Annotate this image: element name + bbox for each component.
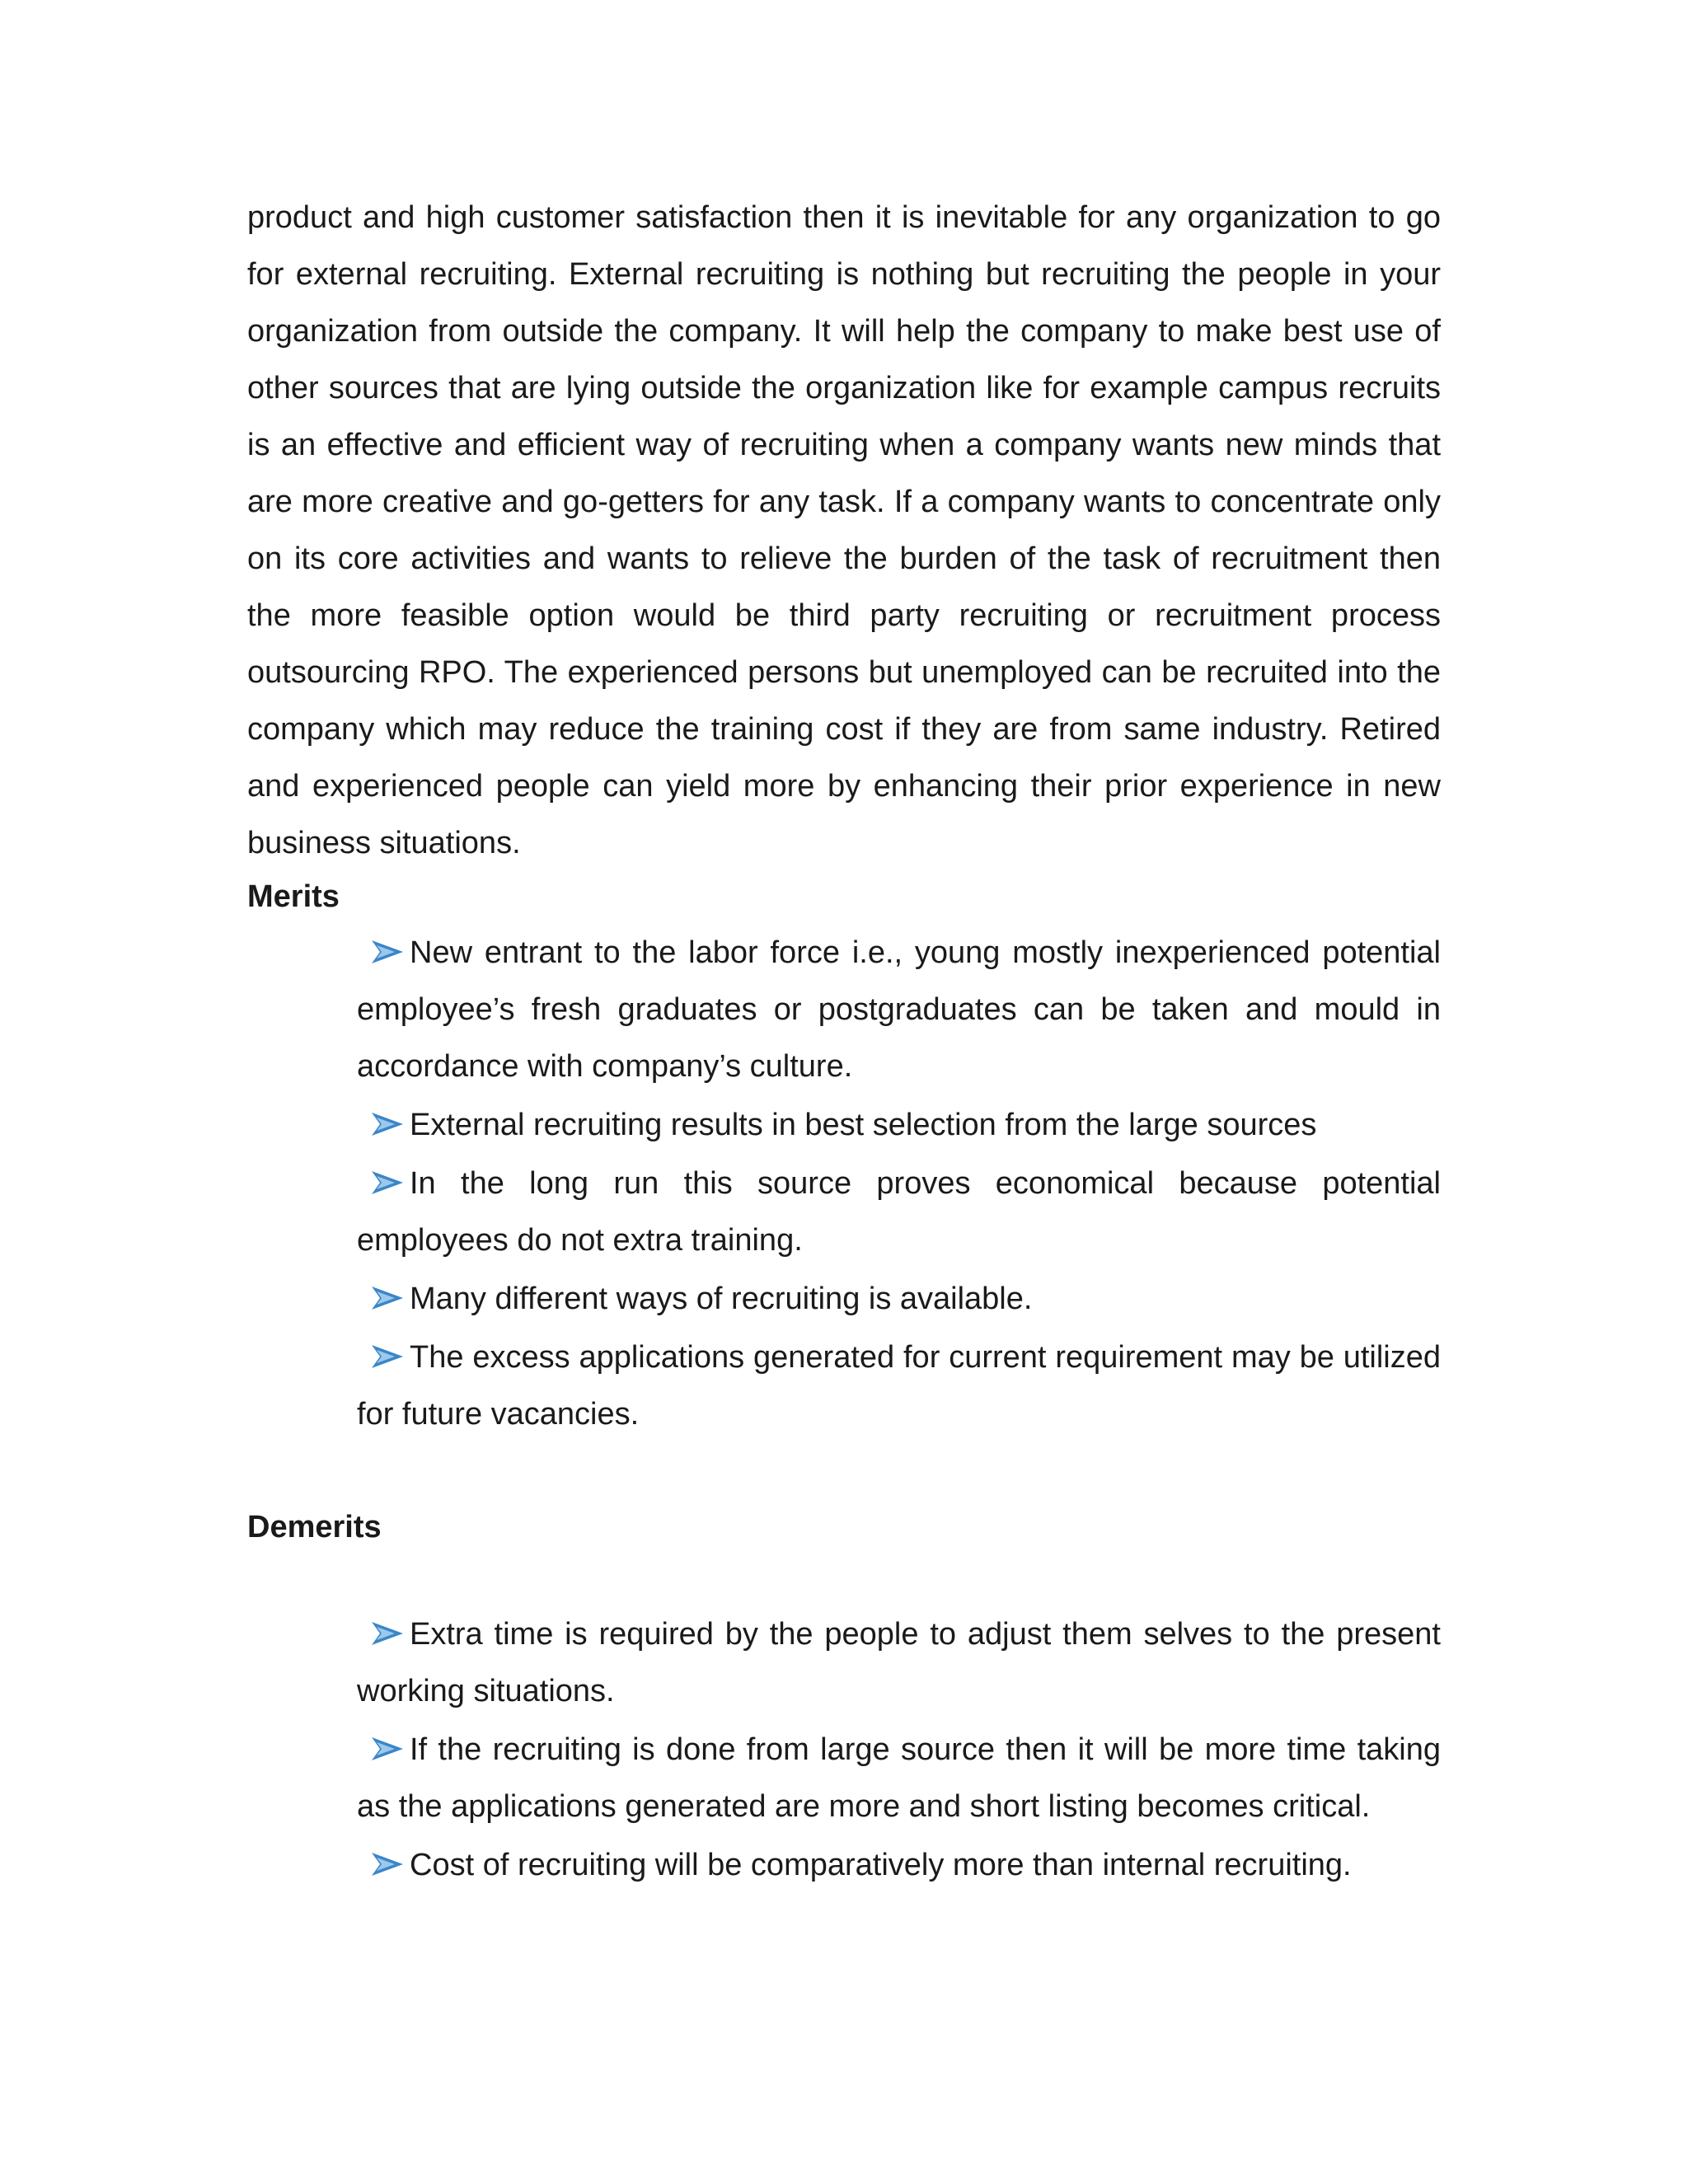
merit-text: New entrant to the labor force i.e., young mostly inexperienced potential employee’s fresh graduates or postgraduates can be taken and mould in accordance with company’s culture. (357, 935, 1441, 1084)
list-item (357, 1155, 1441, 1269)
merit-text: Many different ways of recruiting is available. (410, 1282, 1033, 1316)
arrow-bullet-icon (370, 1169, 405, 1197)
demerits-heading: Demerits (247, 1510, 382, 1544)
demerit-text: Cost of recruiting will be comparatively more than internal recruiting. (410, 1848, 1352, 1882)
arrow-bullet-icon (370, 1284, 405, 1312)
arrow-bullet-icon (370, 1735, 405, 1763)
arrow-bullet-icon (370, 1343, 405, 1371)
merits-list (247, 925, 1441, 1443)
arrow-bullet-icon (370, 1850, 405, 1878)
list-item (357, 1271, 1441, 1328)
merit-text: The excess applications generated for current requirement may be utilized for future vacancies. (357, 1340, 1441, 1432)
demerit-text: If the recruiting is done from large source then it will be more time taking as the applications generated are more and short listing becomes critical. (357, 1732, 1441, 1824)
merit-text: External recruiting results in best selection from the large sources (410, 1108, 1317, 1142)
intro-paragraph: product and high customer satisfaction then it is inevitable for any organization to go for external recruiting. External recruiting is nothing but recruiting the people in your organization from outside the company. It will help the company to make best use of other sources that are lying outside the organization like for example campus recruits is an effective and efficient way of recruiting when a company wants new minds that are more creative and go-getters for any task. If a company wants to concentrate only on its core activities and wants to relieve the burden of the task of recruitment then the more feasible option would be third party recruiting or recruitment process outsourcing RPO. The experienced persons but unemployed can be recruited into the company which may reduce the training cost if they are from same industry. Retired and experienced people can yield more by enhancing their prior experience in new business situations. (247, 200, 1441, 860)
document-content (247, 190, 1441, 1896)
list-item (357, 1606, 1441, 1720)
demerit-text: Extra time is required by the people to adjust them selves to the present working situations. (357, 1617, 1441, 1708)
arrow-bullet-icon (370, 938, 405, 966)
arrow-bullet-icon (370, 1110, 405, 1138)
list-item (357, 1097, 1441, 1154)
demerits-list (247, 1606, 1441, 1894)
list-item (357, 925, 1441, 1095)
merit-text: In the long run this source proves economical because potential employees do not extra training. (357, 1166, 1441, 1258)
list-item (357, 1722, 1441, 1835)
list-item (357, 1329, 1441, 1443)
merits-heading: Merits (247, 879, 340, 914)
arrow-bullet-icon (370, 1619, 405, 1647)
list-item (357, 1837, 1441, 1894)
